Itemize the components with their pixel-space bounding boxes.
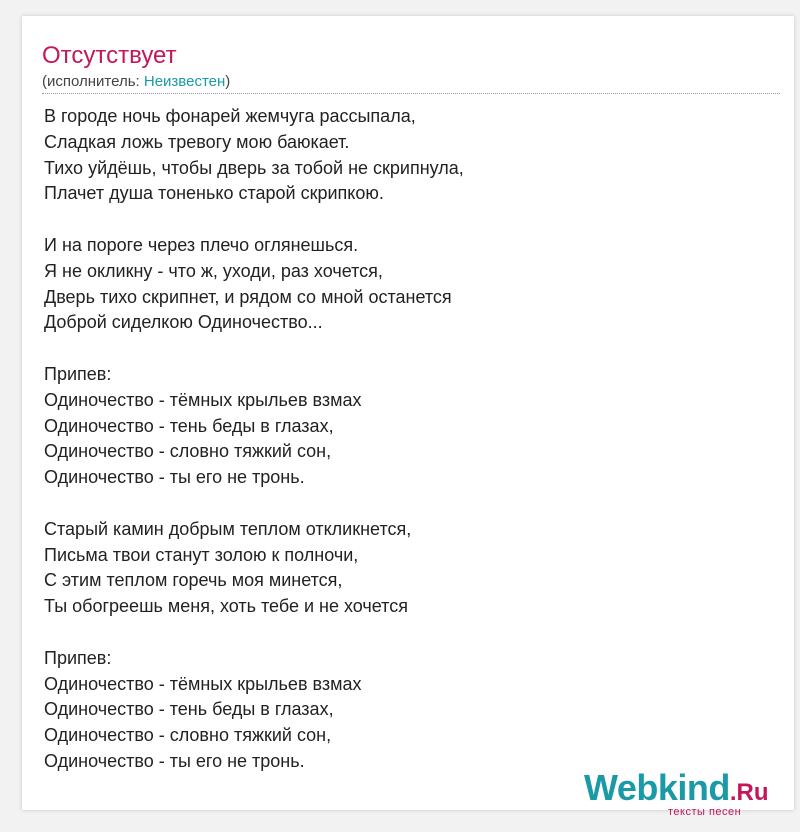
lyric-line: Ты обогреешь меня, хоть тебе и не хочется <box>44 596 408 617</box>
lyric-line: Одиночество - тёмных крыльев взмах <box>44 673 362 694</box>
lyric-line: И на пороге через плечо оглянешься. <box>44 234 359 255</box>
lyric-line: Одиночество - ты его не тронь. <box>44 467 305 488</box>
stanza <box>44 517 764 620</box>
lyric-line: Я не окликну - что ж, уходи, раз хочется, <box>44 260 383 281</box>
performer-line <box>42 73 230 91</box>
performer-close: ) <box>225 73 231 90</box>
lyric-line: Одиночество - тень беды в глазах, <box>44 415 334 436</box>
lyrics-body <box>44 104 764 801</box>
lyric-line: Одиночество - тёмных крыльев взмах <box>44 389 362 410</box>
lyric-line: Сладкая ложь тревогу мою баюкает. <box>44 131 350 152</box>
lyric-line: Тихо уйдёшь, чтобы дверь за тобой не скрипнула, <box>44 157 464 178</box>
stanza <box>44 104 764 207</box>
logo-tld: .Ru <box>729 779 769 806</box>
logo-name: Webkind <box>584 767 730 808</box>
lyric-line: Плачет душа тоненько старой скрипкою. <box>44 183 384 204</box>
lyric-line: Одиночество - тень беды в глазах, <box>44 699 334 720</box>
performer-label: (исполнитель: <box>42 73 144 90</box>
lyric-line: Одиночество - словно тяжкий сон, <box>44 725 332 746</box>
logo-tagline: тексты песен <box>668 806 742 818</box>
lyrics-card <box>22 16 794 818</box>
lyric-line: В городе ночь фонарей жемчуга рассыпала, <box>44 106 416 126</box>
header-divider <box>42 93 780 94</box>
lyric-line: Письма твои станут золою к полночи, <box>44 544 359 565</box>
site-logo[interactable] <box>584 768 784 824</box>
song-title: Отсутствует <box>42 42 177 69</box>
lyric-line: Доброй сиделкою Одиночество... <box>44 312 323 333</box>
lyric-line: Одиночество - ты его не тронь. <box>44 750 305 771</box>
stanza-chorus <box>44 646 764 775</box>
chorus-label: Припев: <box>44 647 112 668</box>
performer-link[interactable]: Неизвестен <box>143 73 226 90</box>
lyric-line: Старый камин добрым теплом откликнется, <box>44 518 412 539</box>
stanza <box>44 233 764 336</box>
lyric-line: Одиночество - словно тяжкий сон, <box>44 441 332 462</box>
stanza-chorus <box>44 362 764 491</box>
chorus-label: Припев: <box>44 363 112 384</box>
lyric-line: С этим теплом горечь моя минется, <box>44 570 343 591</box>
lyric-line: Дверь тихо скрипнет, и рядом со мной останется <box>44 286 452 307</box>
